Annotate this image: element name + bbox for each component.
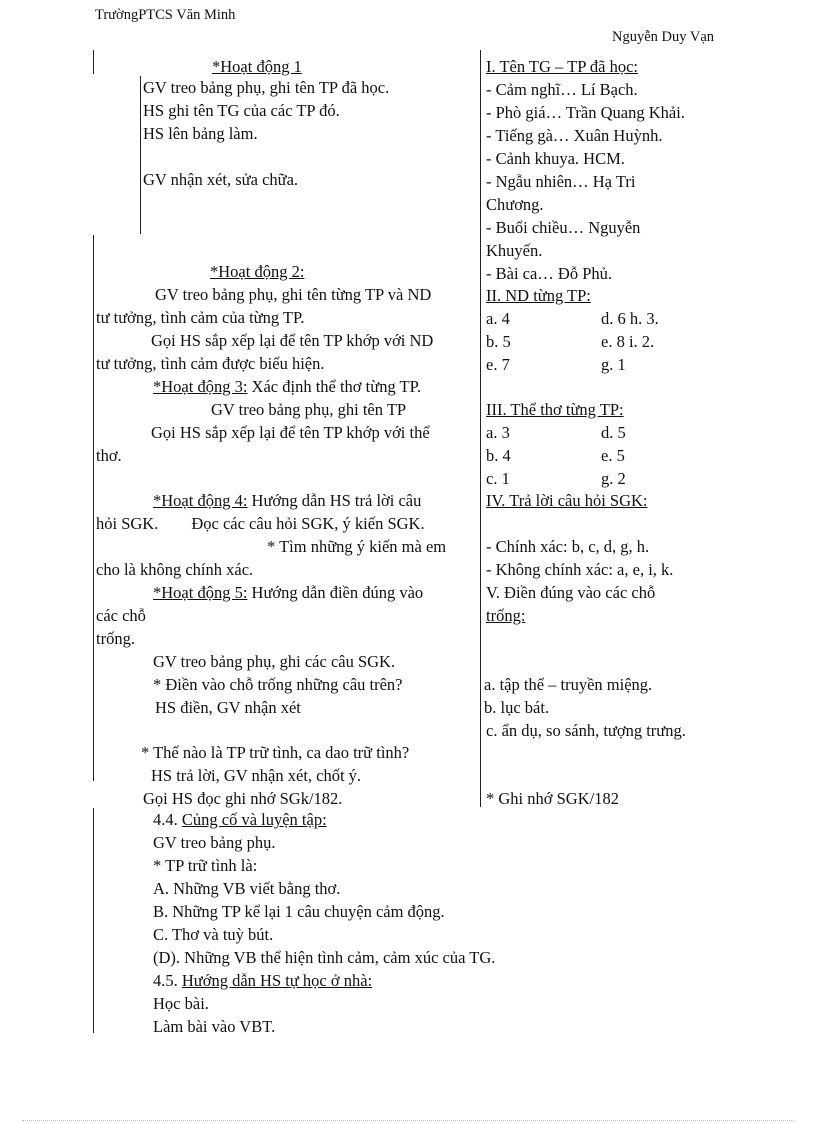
hd4-title: *Hoạt động 4: Hướng dẫn HS trả lời câu xyxy=(153,491,422,510)
hd5-line: trống. xyxy=(96,629,135,648)
hd2-line: Gọi HS sắp xếp lại để tên TP khớp với ND xyxy=(151,331,434,350)
s1-item: - Ngẫu nhiên… Hạ Tri xyxy=(486,172,636,191)
hd5-line: HS điền, GV nhận xét xyxy=(155,698,301,717)
s1-item: - Cảm nghĩ… Lí Bạch. xyxy=(486,80,638,99)
s1-item: - Bài ca… Đỗ Phủ. xyxy=(486,264,613,283)
s4-title: IV. Trả lời câu hỏi SGK: xyxy=(486,491,648,510)
s3-answer: a. 3 xyxy=(486,423,510,442)
option-a: A. Những VB viết bằng thơ. xyxy=(153,879,341,898)
hd2-line: GV treo bảng phụ, ghi tên từng TP và ND xyxy=(155,285,432,304)
column-divider xyxy=(480,50,481,807)
hd5-line: * Điền vào chỗ trống những câu trên? xyxy=(153,675,403,694)
s2-answer: b. 5 xyxy=(486,332,511,351)
bottom-line: Làm bài vào VBT. xyxy=(153,1017,276,1036)
s3-answer: d. 5 xyxy=(601,423,626,442)
s2-answer: a. 4 xyxy=(486,309,510,328)
s4-line: - Không chính xác: a, e, i, k. xyxy=(486,560,674,579)
s2-answer: d. 6 h. 3. xyxy=(601,309,659,328)
s1-item: - Cảnh khuya. HCM. xyxy=(486,149,625,168)
hd1-line: GV treo bảng phụ, ghi tên TP đã học. xyxy=(143,78,390,97)
s5-title: V. Điền đúng vào các chỗ xyxy=(486,583,656,602)
s1-item: - Tiếng gà… Xuân Huỳnh. xyxy=(486,126,663,145)
hd2-title: *Hoạt động 2: xyxy=(210,262,305,281)
s3-answer: g. 2 xyxy=(601,469,626,488)
hd2-line: tư tưởng, tình cảm được biểu hiện. xyxy=(96,354,325,373)
hd1-title: *Hoạt động 1 xyxy=(212,57,302,76)
hd1-line: HS lên bảng làm. xyxy=(143,124,258,143)
hd5-line: Gọi HS đọc ghi nhớ SGk/182. xyxy=(143,789,343,808)
hd1-indent-rule xyxy=(140,76,141,234)
s1-item: Khuyến. xyxy=(486,241,543,260)
school-name: TrườngPTCS Văn Minh xyxy=(95,7,236,23)
bottom-line: GV treo bảng phụ. xyxy=(153,833,276,852)
s1-title: I. Tên TG – TP đã học: xyxy=(486,57,638,76)
hd5-line: * Thế nào là TP trữ tình, ca dao trữ tình? xyxy=(141,743,410,762)
hd4-line: cho là không chính xác. xyxy=(96,560,254,579)
s2-answer: e. 7 xyxy=(486,355,510,374)
s4-line: - Chính xác: b, c, d, g, h. xyxy=(486,537,650,556)
s1-item: - Buổi chiều… Nguyễn xyxy=(486,218,641,237)
hd1-line: HS ghi tên TG của các TP đó. xyxy=(143,101,340,120)
section-4-5-title: 4.5. Hướng dẫn HS tự học ở nhà: xyxy=(153,971,373,990)
s2-answer: g. 1 xyxy=(601,355,626,374)
teacher-name: Nguyễn Duy Vạn xyxy=(612,29,715,45)
s3-answer: c. 1 xyxy=(486,469,510,488)
hd5-line: các chỗ xyxy=(96,606,146,625)
hd5-line: HS trả lời, GV nhận xét, chốt ý. xyxy=(151,766,362,785)
hd5-line: GV treo bảng phụ, ghi các câu SGK. xyxy=(153,652,396,671)
s2-answer: e. 8 i. 2. xyxy=(601,332,655,351)
option-b: B. Những TP kể lại 1 câu chuyện cảm động. xyxy=(153,902,445,921)
hd4-line: hỏi SGK. Đọc các câu hỏi SGK, ý kiến SGK. xyxy=(96,514,425,533)
s5-line: c. ẩn dụ, so sánh, tượng trưng. xyxy=(486,721,686,740)
hd4-line: * Tìm những ý kiến mà em xyxy=(267,537,447,556)
hd1-line: GV nhận xét, sửa chữa. xyxy=(143,170,299,189)
s5-line: * Ghi nhớ SGK/182 xyxy=(486,789,619,808)
section-4-4-title: 4.4. Củng cố và luyện tập: xyxy=(153,810,327,829)
s2-title: II. ND từng TP: xyxy=(486,286,591,305)
s3-answer: b. 4 xyxy=(486,446,511,465)
bottom-line: * TP trữ tình là: xyxy=(153,856,258,875)
left-margin-rule xyxy=(93,808,94,1033)
hd3-line: GV treo bảng phụ, ghi tên TP xyxy=(211,400,407,419)
left-margin-rule xyxy=(93,235,94,781)
s1-item: Chương. xyxy=(486,195,544,214)
s3-answer: e. 5 xyxy=(601,446,625,465)
s1-item: - Phò giá… Trần Quang Khải. xyxy=(486,103,685,122)
s5-line: a. tập thể – truyền miệng. xyxy=(484,675,653,694)
option-c: C. Thơ và tuỳ bút. xyxy=(153,925,274,944)
option-d: (D). Những VB thể hiện tình cảm, cảm xúc của TG. xyxy=(153,948,496,967)
hd5-title: *Hoạt động 5: Hướng dẫn điền đúng vào xyxy=(153,583,424,602)
hd2-line: tư tưởng, tình cảm của từng TP. xyxy=(96,308,305,327)
page-bottom-border xyxy=(22,1120,794,1121)
s5-title: trống: xyxy=(486,606,526,625)
left-margin-rule xyxy=(93,50,94,74)
hd3-title: *Hoạt động 3: Xác định thể thơ từng TP. xyxy=(153,377,422,396)
bottom-line: Học bài. xyxy=(153,994,209,1013)
s5-line: b. lục bát. xyxy=(484,698,550,717)
hd3-line: Gọi HS sắp xếp lại để tên TP khớp với thể xyxy=(151,423,430,442)
hd3-line: thơ. xyxy=(96,446,122,465)
s3-title: III. Thể thơ từng TP: xyxy=(486,400,624,419)
